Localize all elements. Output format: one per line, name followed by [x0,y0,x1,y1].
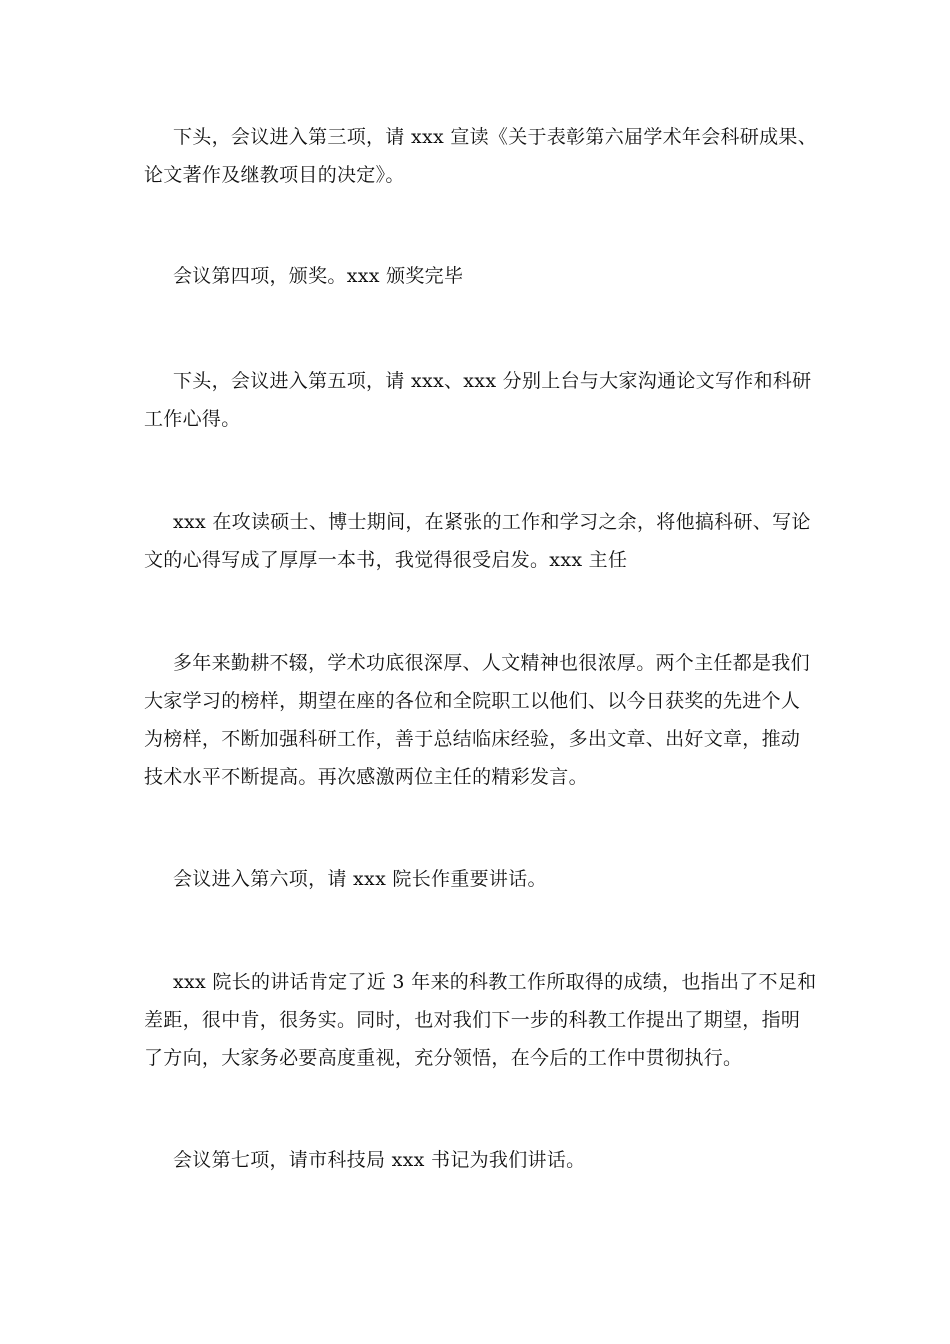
paragraph-item-five [144,362,812,438]
paragraph-line: 会议第七项，请市科技局 xxx 书记为我们讲话。 [173,1149,586,1171]
paragraph-line: xxx 在攻读硕士、博士期间，在紧张的工作和学习之余，将他搞科研、写论 [173,511,811,533]
paragraph-line: 下头，会议进入第三项，请 xxx 宣读《关于表彰第六届学术年会科研成果、 [173,126,818,148]
paragraph-line: 会议第四项，颁奖。xxx 颁奖完毕 [173,265,464,287]
paragraph-line: 了方向，大家务必要高度重视，充分领悟，在今后的工作中贯彻执行。 [144,1047,743,1069]
paragraph-line: 工作心得。 [144,408,241,430]
paragraph-line: 大家学习的榜样，期望在座的各位和全院职工以他们、以今日获奖的先进个人 [144,690,801,712]
paragraph-item-four [144,257,808,295]
paragraph-item-seven [144,1141,808,1179]
paragraph-line: 会议进入第六项，请 xxx 院长作重要讲话。 [173,868,547,890]
paragraph-item-three [144,118,818,194]
paragraph-dean-summary [144,963,817,1077]
paragraph-item-six [144,860,808,898]
paragraph-line: 差距，很中肯，很务实。同时，也对我们下一步的科教工作提出了期望，指明 [144,1009,801,1031]
paragraph-line: 下头，会议进入第五项，请 xxx、xxx 分别上台与大家沟通论文写作和科研 [173,370,812,392]
paragraph-praise [144,644,808,796]
paragraph-line: xxx 院长的讲话肯定了近 3 年来的科教工作所取得的成绩，也指出了不足和 [173,971,817,993]
paragraph-speaker-intro [144,503,811,579]
paragraph-line: 为榜样，不断加强科研工作，善于总结临床经验，多出文章、出好文章，推动 [144,728,801,750]
paragraph-line: 技术水平不断提高。再次感激两位主任的精彩发言。 [144,766,588,788]
paragraph-line: 多年来勤耕不辍，学术功底很深厚、人文精神也很浓厚。两个主任都是我们 [173,652,810,674]
paragraph-line: 文的心得写成了厚厚一本书，我觉得很受启发。xxx 主任 [144,549,628,571]
paragraph-line: 论文著作及继教项目的决定》。 [144,164,405,186]
